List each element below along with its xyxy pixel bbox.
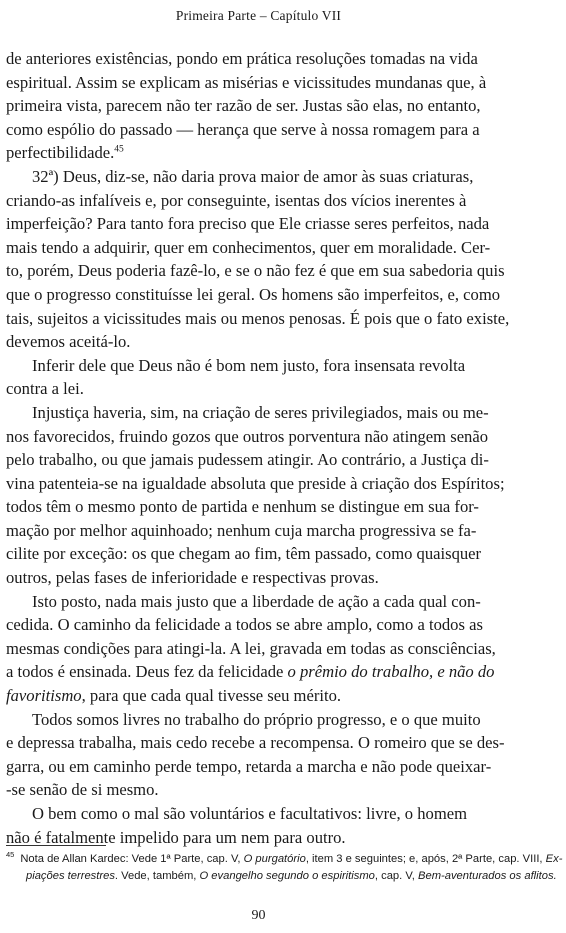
text-fragment: , item 3 e seguintes; e, após, 2ª Parte, cap. VIII, [305, 853, 546, 865]
text-line: de anteriores existências, pondo em prática resoluções tomadas na vida [6, 49, 478, 68]
text-line: como espólio do passado — herança que serve à nossa romagem para a [6, 119, 480, 139]
emphasis-text: Bem-aventurados os aflitos. [418, 870, 557, 882]
text-line: Injustiça haveria, sim, na criação de seres privilegiados, mais ou me- [32, 402, 489, 422]
text-line: primeira vista, parecem não ter razão de ser. Justas são elas, no entanto, [6, 96, 481, 116]
text-line: imperfeição? Para tanto fora preciso que Ele criasse seres perfeitos, nada [6, 214, 490, 234]
text-line: mais tendo a adquirir, quer em conhecimentos, quer em moralidade. Cer- [6, 237, 491, 257]
text-line: vina patenteia-se na igualdade absoluta que preside à criação dos Espíritos; [6, 473, 505, 493]
text-line: e depressa trabalha, mais cedo recebe a recompensa. O romeiro que se des- [6, 733, 505, 753]
text-line: mação por melhor aquinhoado; nenhum cuja marcha progressiva se fa- [6, 520, 477, 540]
footnote-number: 45 [6, 850, 15, 860]
text-fragment: , cap. V, [374, 870, 419, 882]
text-line: todos têm o mesmo ponto de partida e nenhum se distingue em sua for- [6, 497, 479, 517]
page-number: 90 [251, 908, 266, 923]
text-fragment: perfectibilidade. [6, 143, 115, 163]
text-line: cilite por exceção: os que chegam ao fim, têm passado, como quaisquer [6, 544, 482, 564]
text-line: to, porém, Deus poderia fazê-lo, e se o não fez é que em sua sabedoria quis [6, 261, 505, 281]
text-line: 32ª) Deus, diz-se, não daria prova maior de amor às suas criaturas, [32, 166, 474, 186]
text-line: O bem como o mal são voluntários e facultativos: livre, o homem [32, 804, 468, 823]
body-text [6, 47, 546, 849]
footnote-line [6, 868, 566, 885]
text-line: devemos aceitá-lo. [6, 332, 131, 352]
text-line: Inferir dele que Deus não é bom nem justo, fora insensata revolta [32, 355, 466, 375]
text-line: outros, pelas fases de inferioridade e respectivas provas. [6, 568, 379, 588]
emphasis-text: O evangelho segundo o espiritismo [199, 870, 375, 882]
text-line [6, 684, 546, 708]
text-fragment: , para que cada qual tivesse seu mérito. [81, 686, 342, 706]
emphasis-text: o prêmio do trabalho, e não do [287, 662, 495, 682]
footnote-line [6, 851, 566, 868]
text-line: garra, ou em caminho perde tempo, retarda a marcha e não pode queixar- [6, 756, 492, 776]
text-fragment: . Vede, também, [114, 870, 200, 882]
emphasis-text: favoritismo [6, 686, 82, 706]
text-line: espiritual. Assim se explicam as misérias e vicissitudes mundanas que, à [6, 72, 487, 92]
text-line: que o progresso constituísse lei geral. Os homens são imperfeitos, e, como [6, 284, 501, 304]
text-line: tais, sujeitos a vicissitudes mais ou menos penosas. É pois que o fato existe, [6, 308, 510, 328]
text-line: mesmas condições para atingi-la. A lei, gravada em todas as consciências, [6, 638, 496, 658]
text-line: pelo trabalho, ou que jamais pudessem atingir. Ao contrário, a Justiça di- [6, 450, 489, 470]
text-line: Todos somos livres no trabalho do próprio progresso, e o que muito [32, 709, 481, 729]
running-header: Primeira Parte – Capítulo VII [175, 8, 342, 23]
footnote-divider [6, 845, 106, 846]
text-line: cedida. O caminho da felicidade a todos se abre amplo, como a todos as [6, 615, 483, 635]
text-fragment: Nota de Allan Kardec: Vede 1ª Parte, cap. V, [20, 853, 244, 865]
text-line: Isto posto, nada mais justo que a liberdade de ação a cada qual con- [32, 591, 481, 611]
footnote-reference[interactable]: 45 [114, 144, 124, 155]
emphasis-text: piações terrestres [26, 870, 115, 882]
text-line: -se senão de si mesmo. [6, 780, 159, 800]
text-line: não é fatalmente impelido para um nem para outro. [6, 827, 346, 847]
text-line: contra a lei. [6, 379, 84, 399]
text-line: nos favorecidos, fruindo gozos que outros porventura não atingem senão [6, 426, 489, 446]
text-fragment: a todos é ensinada. Deus fez da felicidade [6, 662, 288, 682]
text-line [6, 660, 546, 684]
emphasis-text: Ex- [545, 853, 563, 865]
emphasis-text: O purgatório [243, 853, 306, 865]
text-line [6, 141, 546, 165]
footnote [6, 851, 566, 885]
text-line: criando-as infalíveis e, por conseguinte, isentas dos vícios inerentes à [6, 190, 467, 210]
